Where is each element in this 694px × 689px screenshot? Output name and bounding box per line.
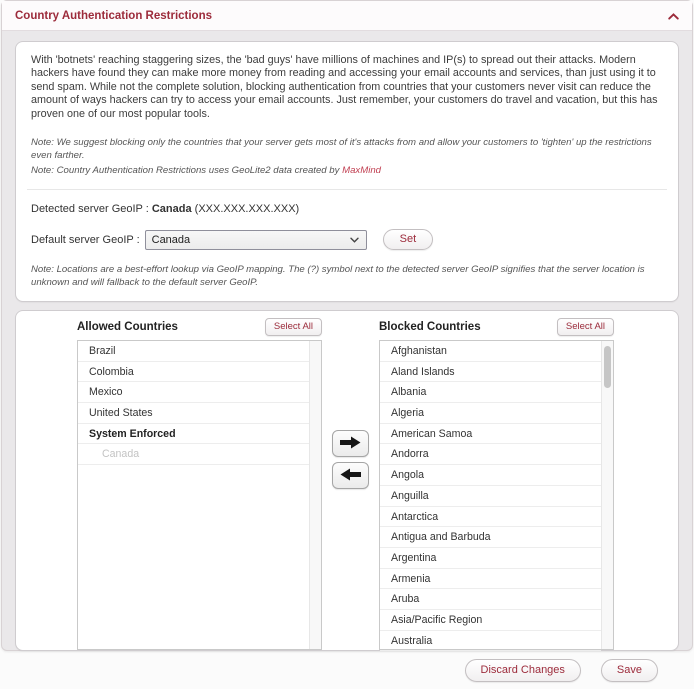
move-arrows-column bbox=[322, 316, 379, 650]
note-geolite bbox=[31, 164, 663, 177]
divider bbox=[27, 189, 667, 190]
blocked-select-all-button[interactable]: Select All bbox=[557, 318, 614, 336]
list-item[interactable]: Asia/Pacific Region bbox=[380, 610, 601, 631]
allowed-countries-title: Allowed Countries bbox=[77, 321, 178, 334]
move-to-blocked-button[interactable] bbox=[332, 430, 369, 457]
list-item[interactable]: Brazil bbox=[78, 341, 309, 362]
chevron-down-icon bbox=[350, 234, 359, 246]
default-geoip-selected-value: Canada bbox=[151, 233, 191, 246]
notes-block bbox=[31, 136, 663, 177]
blocked-countries-column bbox=[379, 316, 614, 650]
blocked-list-header bbox=[379, 316, 614, 338]
list-item[interactable]: Andorra bbox=[380, 444, 601, 465]
detected-geoip-line bbox=[31, 203, 663, 215]
list-item[interactable]: Albania bbox=[380, 382, 601, 403]
list-item[interactable]: United States bbox=[78, 403, 309, 424]
discard-changes-button[interactable]: Discard Changes bbox=[465, 659, 581, 682]
blocked-countries-title: Blocked Countries bbox=[379, 321, 481, 334]
card-footer bbox=[15, 651, 679, 689]
default-geoip-row bbox=[31, 229, 663, 250]
set-button[interactable]: Set bbox=[383, 229, 434, 250]
detected-geoip-label: Detected server GeoIP : bbox=[31, 203, 152, 216]
note-geolite-text: Note: Country Authentication Restrictions uses GeoLite2 data created by bbox=[31, 165, 343, 177]
list-item: System Enforced bbox=[78, 424, 309, 445]
card-header bbox=[2, 1, 692, 31]
default-geoip-select[interactable] bbox=[145, 230, 367, 250]
allowed-list-header bbox=[77, 316, 322, 338]
list-item[interactable]: Australia bbox=[380, 631, 601, 652]
location-note: Note: Locations are a best-effort lookup via GeoIP mapping. The (?) symbol next to the detected server GeoIP signifies that the server location is unknown and will fallback to the default server GeoIP. bbox=[31, 264, 645, 289]
list-item[interactable]: Antigua and Barbuda bbox=[380, 527, 601, 548]
list-item[interactable]: Colombia bbox=[78, 362, 309, 383]
blocked-countries-listbox bbox=[379, 340, 614, 650]
allowed-scrollbar[interactable] bbox=[309, 341, 321, 649]
card-body bbox=[2, 31, 692, 689]
description-panel bbox=[15, 41, 679, 302]
list-item[interactable]: Antarctica bbox=[380, 507, 601, 528]
allowed-countries-column bbox=[77, 316, 322, 650]
chevron-up-icon bbox=[668, 8, 679, 23]
allowed-countries-listbox bbox=[77, 340, 322, 650]
blocked-scrollbar[interactable] bbox=[601, 341, 613, 649]
list-item[interactable]: Angola bbox=[380, 465, 601, 486]
collapse-button[interactable] bbox=[668, 8, 679, 23]
default-geoip-label: Default server GeoIP : bbox=[31, 233, 140, 246]
country-lists-panel bbox=[15, 310, 679, 651]
intro-paragraph: With 'botnets' reaching staggering sizes, the 'bad guys' have millions of machines and IP(s) to spread out their attacks. Modern hackers have found they can make more money from reading and accessing your email accounts and services, than just using it to send spam. While not the complete solution, blocking authentication from countries that your customers never visit can reduce the amount of ways hackers can try to access your email accounts. Just remember, your customers do travel and vacation, but this has proven one of our most popular tools. bbox=[31, 54, 658, 120]
country-auth-restrictions-card bbox=[1, 0, 693, 676]
list-item[interactable]: Algeria bbox=[380, 403, 601, 424]
list-item[interactable]: Argentina bbox=[380, 548, 601, 569]
arrow-right-icon bbox=[340, 436, 361, 452]
allowed-list-items bbox=[78, 341, 309, 465]
page-title: Country Authentication Restrictions bbox=[15, 9, 212, 22]
list-item[interactable]: Aruba bbox=[380, 589, 601, 610]
list-item[interactable]: Mexico bbox=[78, 382, 309, 403]
list-item[interactable]: American Samoa bbox=[380, 424, 601, 445]
list-item[interactable]: Aland Islands bbox=[380, 362, 601, 383]
list-item[interactable]: Armenia bbox=[380, 569, 601, 590]
arrow-left-icon bbox=[340, 468, 361, 484]
list-item[interactable]: Anguilla bbox=[380, 486, 601, 507]
maxmind-link[interactable]: MaxMind bbox=[342, 165, 382, 177]
blocked-list-items bbox=[380, 341, 601, 651]
save-button[interactable]: Save bbox=[601, 659, 658, 682]
note-blocking: Note: We suggest blocking only the countries that your server gets most of it's attacks from and allow your customers to 'tighten' up the restrictions even farther. bbox=[31, 137, 652, 162]
list-item[interactable]: Afghanistan bbox=[380, 341, 601, 362]
detected-geoip-ip: (XXX.XXX.XXX.XXX) bbox=[191, 203, 300, 216]
blocked-scrollbar-thumb[interactable] bbox=[604, 346, 611, 388]
list-item: Canada bbox=[78, 444, 309, 465]
move-to-allowed-button[interactable] bbox=[332, 462, 369, 489]
allowed-select-all-button[interactable]: Select All bbox=[265, 318, 322, 336]
detected-geoip-value: Canada bbox=[151, 203, 192, 216]
